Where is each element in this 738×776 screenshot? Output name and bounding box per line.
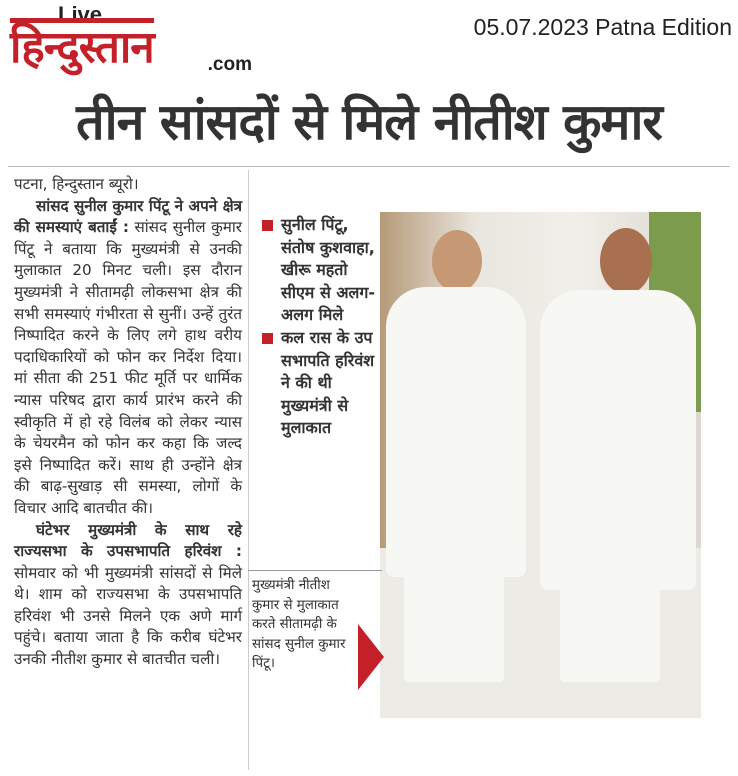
photo-caption: मुख्यमंत्री नीतीश कुमार से मुलाकात करते सीतामढ़ी के सांसद सुनील कुमार पिंटू। xyxy=(252,578,346,671)
edition-date: 05.07.2023 Patna Edition xyxy=(473,14,732,40)
hindustan-logo xyxy=(6,2,256,78)
person-left xyxy=(386,287,526,577)
highlight-item: सुनील पिंटू, संतोष कुशवाहा, खीरू महतो सीएम से अलग-अलग मिले xyxy=(262,214,380,327)
subheading: सांसद सुनील कुमार पिंटू ने अपने क्षेत्र की समस्याएं बताईं : xyxy=(14,196,242,237)
person-right xyxy=(540,290,696,590)
logo-com: .com xyxy=(207,54,252,75)
subheading: घंटेभर मुख्यमंत्री के साथ रहे राज्यसभा के उपसभापति हरिवंश : xyxy=(14,520,242,561)
logo-name: हिन्दुस्तान xyxy=(10,18,154,73)
dateline: पटना, हिन्दुस्तान ब्यूरो। xyxy=(14,175,139,193)
bullet-icon xyxy=(262,333,273,344)
pointer-triangle-icon xyxy=(358,624,384,690)
highlight-item: कल रास के उप सभापति हरिवंश ने की थी मुख्यमंत्री से मुलाकात xyxy=(262,327,380,440)
headline: तीन सांसदों से मिले नीतीश कुमार xyxy=(76,93,662,151)
logo-live: Live xyxy=(58,2,103,27)
news-photo xyxy=(380,212,701,718)
paragraph: सोमवार को भी मुख्यमंत्री सांसदों से मिले थे। शाम को राज्यसभा के उपसभापति हरिवंश भी उनसे मिलने एक अणे मार्ग पहुंचे। बताया जाता है कि करीब घंटेभर उनकी नीतीश कुमार से बातचीत चली। xyxy=(14,563,242,669)
article-body xyxy=(14,174,242,671)
highlights xyxy=(262,214,380,440)
bullet-icon xyxy=(262,220,273,231)
paragraph: सांसद सुनील कुमार पिंटू ने बताया कि मुख्यमंत्री से उनकी मुलाकात 20 मिनट चली। इस दौरान मुख्यमंत्री ने सीतामढ़ी लोकसभा क्षेत्र की सभी समस्याएं गंभीरता से सुनीं। उन्हें तुरंत निष्पादित करने के लिए लगे हाथ वरीय पदाधिकारियों को फोन कर निर्देश दिया। मां सीता की 251 फीट मूर्ति पर धार्मिक न्यास परिषद द्वारा कार्य प्रारंभ करने की स्वीकृति में हो रहे विलंब को लेकर न्यास के चेयरमैन को फोन कर कहा कि जल्द इसे निष्पादित करें। साथ ही उन्होंने क्षेत्र की बाढ़-सुखाड़ सी समस्या, लोगों के विचार आदि बातचीत की। xyxy=(14,218,242,517)
divider xyxy=(8,166,730,167)
